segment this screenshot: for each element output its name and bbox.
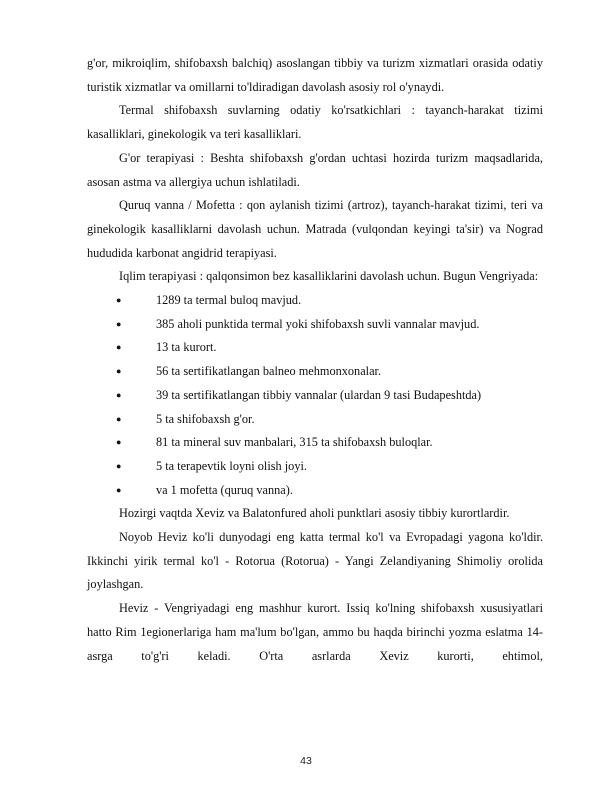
list-item: ● va 1 mofetta (quruq vanna). <box>87 479 543 503</box>
bullet-icon: ● <box>116 366 122 377</box>
list-item: ● 385 aholi punktida termal yoki shifobaxsh suvli vannalar mavjud. <box>87 313 543 337</box>
bullet-icon: ● <box>116 389 122 400</box>
page-number: 43 <box>300 755 312 767</box>
bullet-icon: ● <box>116 342 122 353</box>
paragraph-thermal-waters: Termal shifobaxsh suvlarning odatiy ko'rsatkichlari : tayanch-harakat tizimi kasalliklari, ginekologik va teri kasalliklari. <box>87 103 543 142</box>
list-item: ● 1289 ta termal buloq mavjud. <box>87 289 543 313</box>
bullet-icon: ● <box>116 413 122 424</box>
bullet-list <box>87 289 543 502</box>
list-item: ● 81 ta mineral suv manbalari, 315 ta shifobaxsh buloqlar. <box>87 431 543 455</box>
document-page <box>87 52 543 668</box>
list-item: ● 13 ta kurort. <box>87 336 543 360</box>
bullet-icon: ● <box>116 484 122 495</box>
paragraph-continuation: g'or, mikroiqlim, shifobaxsh balchiq) asoslangan tibbiy va turizm xizmatlari orasida odatiy turistik xizmatlar va omillarni to'ldiradigan davolash asosiy rol o'ynaydi. <box>87 56 543 94</box>
list-item: ● 39 ta sertifikatlangan tibbiy vannalar (ulardan 9 tasi Budapeshtda) <box>87 384 543 408</box>
paragraph-climate-therapy: Iqlim terapiyasi : qalqonsimon bez kasalliklarini davolash uchun. Bugun Vengriyada: <box>119 269 539 284</box>
list-item: ● 5 ta terapevtik loyni olish joyi. <box>87 455 543 479</box>
paragraph-heviz-lake: Noyob Heviz ko'li dunyodagi eng katta termal ko'l va Evropadagi yagona ko'ldir. Ikkinchi yirik termal ko'l - Rotorua (Rotorua) - Yangi Zelandiyaning Shimoliy orolida joylashgan. <box>87 530 543 592</box>
bullet-icon: ● <box>116 318 122 329</box>
bullet-icon: ● <box>116 460 122 471</box>
paragraph-heviz-resort: Heviz - Vengriyadagi eng mashhur kurort. Issiq ko'lning shifobaxsh xususiyatlari hatto Rim 1egionerlariga ham ma'lum bo'lgan, ammo bu haqda birinchi yozma eslatma 14-asrga to'g'ri keladi. O'rta asrlarda Xeviz kurorti, ehtimol, <box>87 601 543 663</box>
paragraph-dry-bath: Quruq vanna / Mofetta : qon aylanish tizimi (artroz), tayanch-harakat tizimi, teri va ginekologik kasalliklarni davolash uchun. Matrada (vulqondan keyingi ta'sir) va Nograd hududida karbonat angidrid terapiyasi. <box>87 198 543 260</box>
list-item: ● 56 ta sertifikatlangan balneo mehmonxonalar. <box>87 360 543 384</box>
bullet-icon: ● <box>116 437 122 448</box>
paragraph-main-resorts: Hozirgi vaqtda Xeviz va Balatonfured aholi punktlari asosiy tibbiy kurortlardir. <box>119 506 510 521</box>
paragraph-cave-therapy: G'or terapiyasi : Beshta shifobaxsh g'ordan uchtasi hozirda turizm maqsadlarida, asosan astma va allergiya uchun ishlatiladi. <box>87 150 543 189</box>
list-item: ● 5 ta shifobaxsh g'or. <box>87 408 543 432</box>
bullet-icon: ● <box>116 295 122 306</box>
